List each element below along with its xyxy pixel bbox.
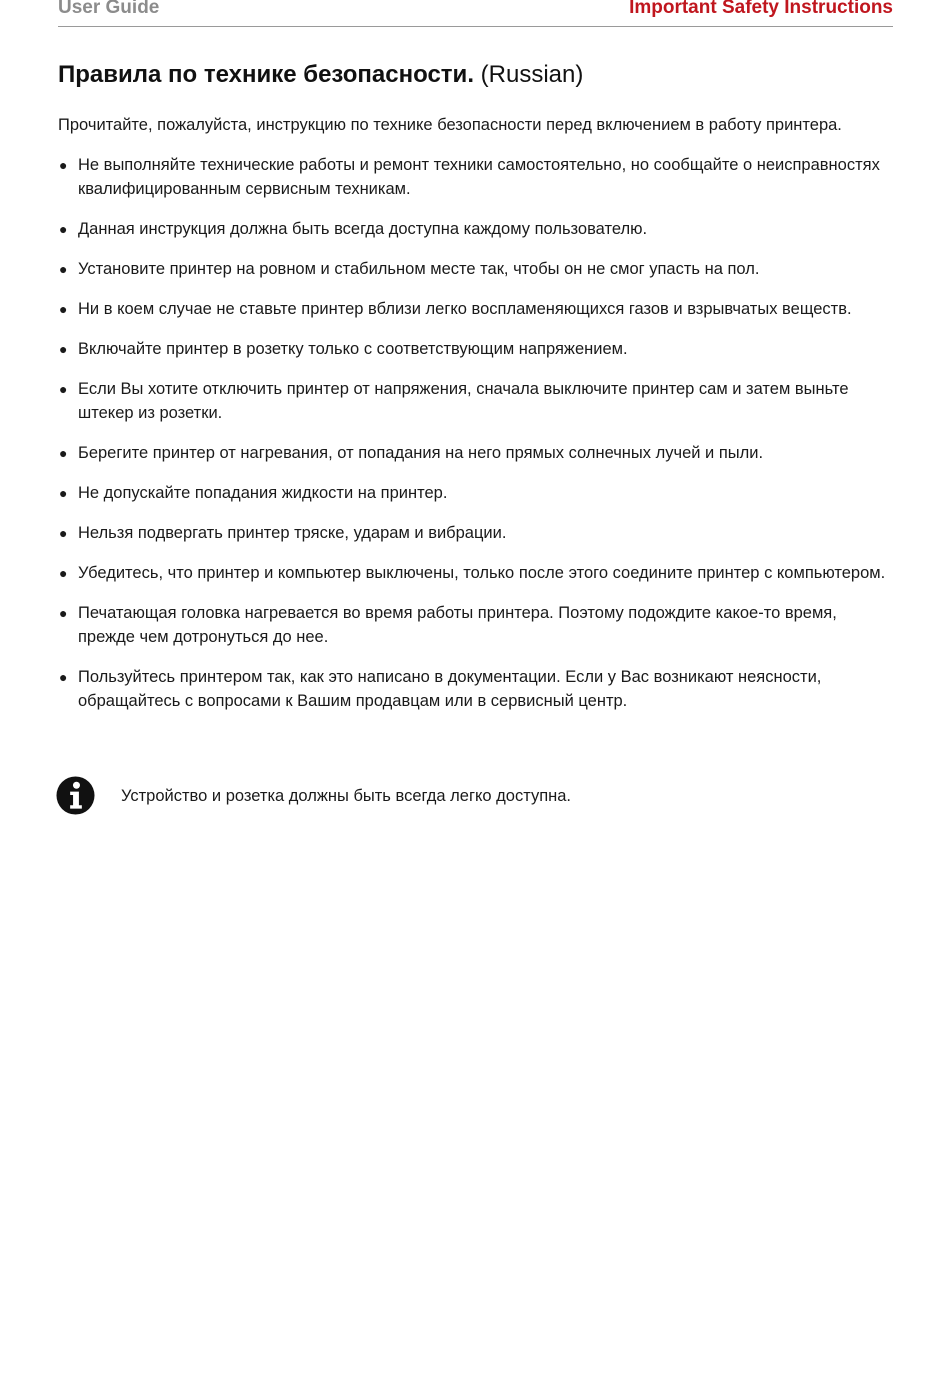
list-item-text: Убедитесь, что принтер и компьютер выключены, только после этого соедините принтер с компьютером.	[78, 564, 886, 582]
info-note-text: Устройство и розетка должны быть всегда легко доступна.	[121, 787, 572, 805]
list-item	[58, 377, 898, 425]
bullet-icon: ●	[59, 485, 68, 501]
list-item-text: Нельзя подвергать принтер тряске, ударам и вибрации.	[78, 524, 507, 542]
bullet-icon: ●	[59, 157, 68, 173]
list-item-text: Печатающая головка нагревается во время работы принтера. Поэтому подождите какое-то время, прежде чем дотронуться до нее.	[78, 604, 837, 646]
page-title-main: Правила по технике безопасности.	[58, 61, 474, 88]
bullet-icon: ●	[59, 525, 68, 541]
list-item	[58, 297, 898, 321]
list-item	[58, 481, 898, 505]
bullet-icon: ●	[59, 445, 68, 461]
header-section-title: Important Safety Instructions	[629, 0, 893, 18]
bullet-icon: ●	[59, 565, 68, 581]
info-note	[56, 776, 898, 816]
list-item	[58, 521, 898, 545]
bullet-icon: ●	[59, 301, 68, 317]
page-title	[58, 60, 583, 90]
bullet-icon: ●	[59, 261, 68, 277]
list-item-text: Не выполняйте технические работы и ремонт техники самостоятельно, но сообщайте о неисправностях квалифицированным сервисным техникам.	[78, 156, 880, 198]
list-item	[58, 665, 898, 713]
page-header	[58, 0, 893, 27]
list-item	[58, 153, 898, 201]
bullet-icon: ●	[59, 669, 68, 685]
bullet-icon: ●	[59, 221, 68, 237]
list-item-text: Если Вы хотите отключить принтер от напряжения, сначала выключите принтер сам и затем выньте штекер из розетки.	[78, 380, 849, 422]
bullet-icon: ●	[59, 381, 68, 397]
info-icon	[56, 776, 95, 815]
list-item	[58, 441, 898, 465]
list-item-text: Данная инструкция должна быть всегда доступна каждому пользователю.	[78, 220, 648, 238]
list-item-text: Установите принтер на ровном и стабильном месте так, чтобы он не смог упасть на пол.	[78, 260, 760, 278]
list-item	[58, 601, 898, 649]
list-item-text: Ни в коем случае не ставьте принтер вблизи легко воспламеняющихся газов и взрывчатых веществ.	[78, 300, 852, 318]
list-item-text: Не допускайте попадания жидкости на принтер.	[78, 484, 448, 502]
header-doc-title: User Guide	[58, 0, 160, 18]
bullet-icon: ●	[59, 605, 68, 621]
list-item	[58, 337, 898, 361]
bullet-icon: ●	[59, 341, 68, 357]
list-item-text: Берегите принтер от нагревания, от попадания на него прямых солнечных лучей и пыли.	[78, 444, 764, 462]
page-title-language: (Russian)	[480, 61, 584, 88]
list-item-text: Включайте принтер в розетку только с соответствующим напряжением.	[78, 340, 628, 358]
safety-instructions-list	[58, 153, 898, 729]
list-item-text: Пользуйтесь принтером так, как это написано в документации. Если у Вас возникают неясности, обращайтесь с вопросами к Вашим продавцам или в сервисный центр.	[78, 668, 822, 710]
intro-paragraph: Прочитайте, пожалуйста, инструкцию по технике безопасности перед включением в работу принтера.	[58, 116, 842, 134]
list-item	[58, 257, 898, 281]
list-item	[58, 561, 898, 585]
list-item	[58, 217, 898, 241]
